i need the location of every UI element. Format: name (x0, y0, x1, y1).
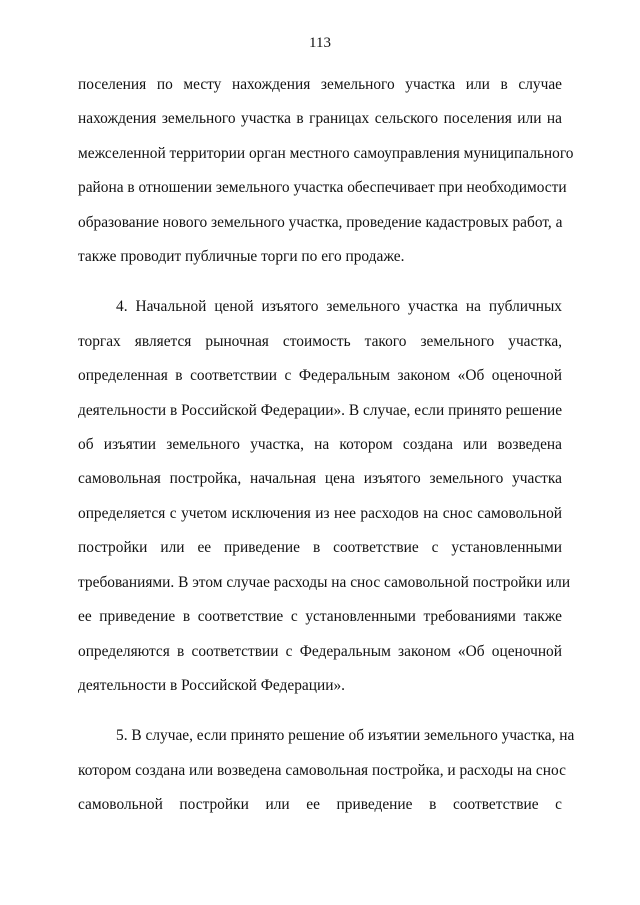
text-line: постройки или ее приведение в соответствие с установленными (78, 539, 562, 557)
text-line: образование нового земельного участка, проведение кадастровых работ, а (78, 213, 563, 231)
text-line: поселения по месту нахождения земельного участка или в случае (78, 76, 562, 93)
text-line: 4. Начальной ценой изъятого земельного участка на публичных (116, 298, 562, 316)
text-line: определяются в соответствии с Федеральным законом «Об оценочной (78, 642, 562, 660)
text-line: также проводит публичные торги по его продаже. (78, 248, 405, 266)
text-line: самовольная постройка, начальная цена изъятого земельного участка (78, 470, 562, 488)
page-number: 113 (309, 35, 331, 51)
paragraph-1 (78, 68, 574, 274)
text-line: требованиями. В этом случае расходы на снос самовольной постройки или (78, 573, 571, 591)
paragraph-item-5 (78, 719, 575, 822)
text-line: деятельности в Российской Федерации». (78, 676, 345, 694)
text-line: 5. В случае, если принято решение об изъятии земельного участка, на (116, 727, 575, 745)
text-line: об изъятии земельного участка, на котором создана или возведена (78, 436, 562, 454)
text-line: торгах является рыночная стоимость такого земельного участка, (78, 332, 562, 350)
text-line: нахождения земельного участка в границах сельского поселения или на (78, 110, 562, 128)
document-body (78, 68, 575, 823)
paragraph-item-4 (78, 290, 571, 703)
text-line: самовольной постройки или ее приведение в соответствие с (78, 796, 562, 814)
text-line: определяется с учетом исключения из нее расходов на снос самовольной (78, 504, 562, 522)
text-line: котором создана или возведена самовольная постройка, и расходы на снос (78, 761, 566, 779)
text-line: ее приведение в соответствие с установленными требованиями также (78, 608, 562, 626)
text-line: деятельности в Российской Федерации». В случае, если принято решение (78, 401, 563, 419)
text-line: района в отношении земельного участка обеспечивает при необходимости (78, 179, 567, 197)
text-line: определенная в соответствии с Федеральным законом «Об оценочной (78, 367, 562, 385)
text-line: межселенной территории орган местного самоуправления муниципального (78, 144, 574, 162)
